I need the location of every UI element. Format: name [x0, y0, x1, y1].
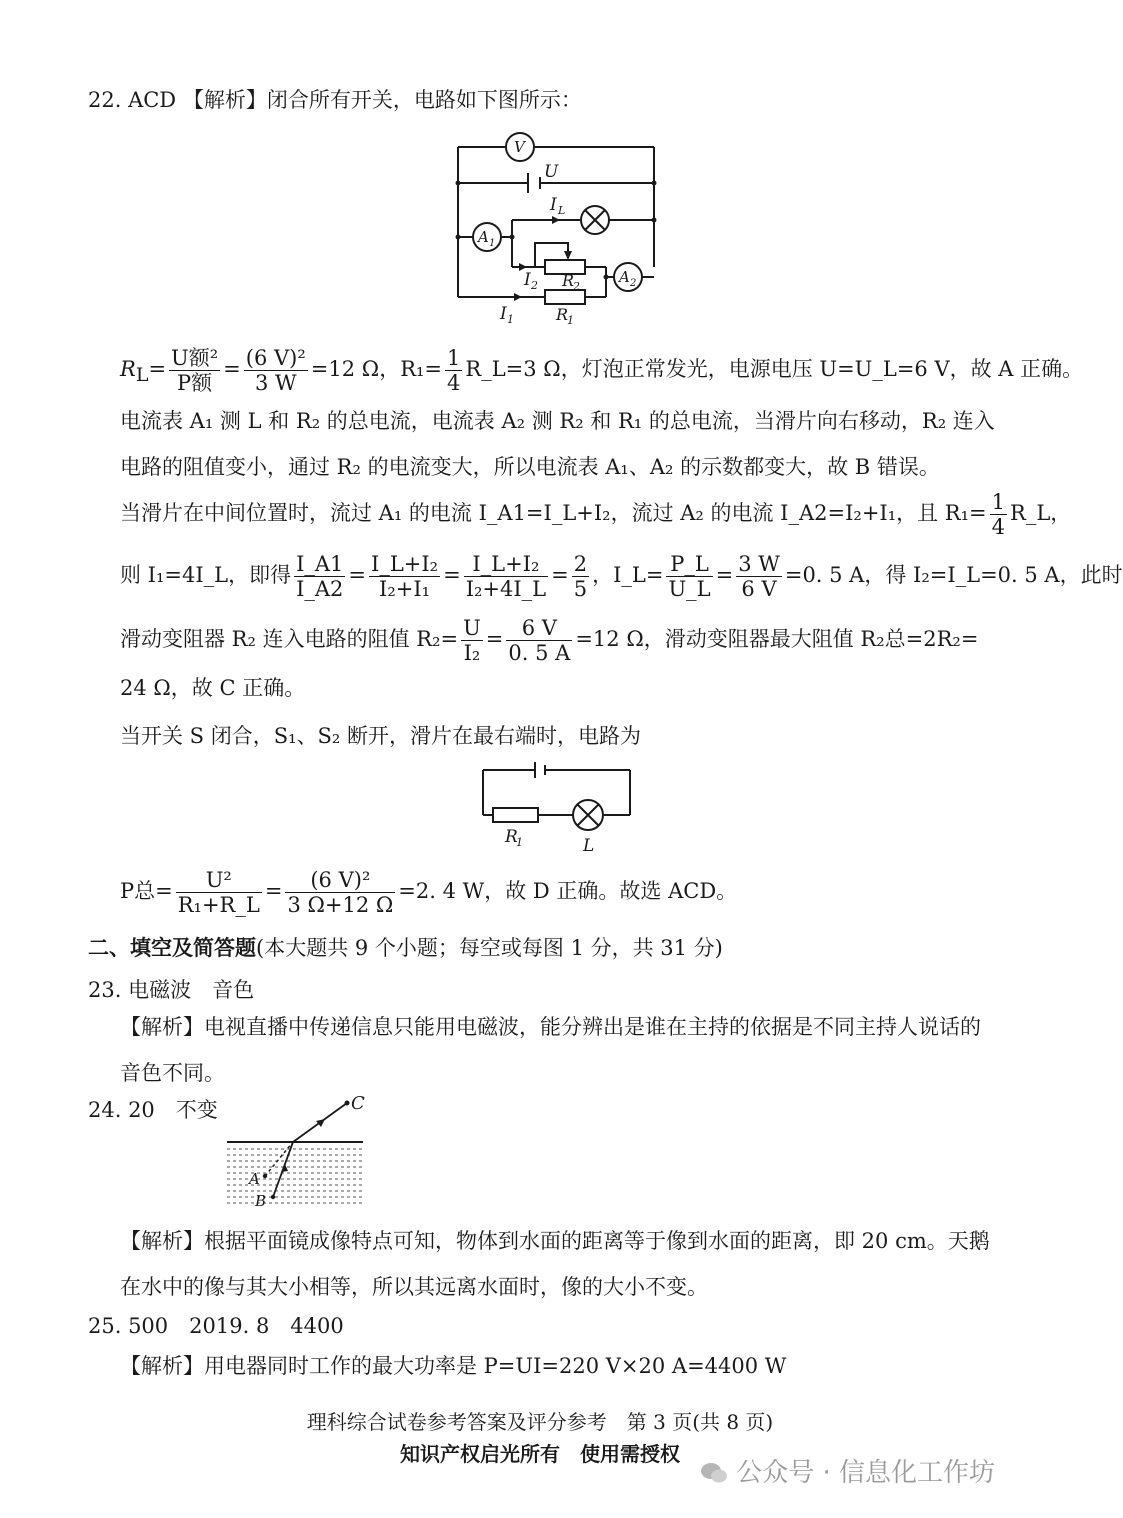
text: ，I_L=	[592, 563, 664, 587]
label-r1: R	[505, 827, 518, 847]
q22-paragraph-r2: 滑动变阻器 R₂ 连入电路的阻值 R₂= $\frac{U}{\text{I₂}}$ = $\frac{6 V}{0. 5 A}$ =12 Ω，滑动变阻器最大阻值 R₂总=2R₂=	[120, 616, 979, 665]
frac-num: 2	[573, 552, 588, 576]
frac-den: R₁+R_L	[177, 893, 260, 917]
q22-paragraph-ratio: 则 I₁=4I_L，即得 $\frac{I\_A1}{I\_A2}$ = $\frac{\text{I\_L+I₂}}{\text{I₂+I₁}}$ = $\frac{\text{I\_L+I₂}}{\text{I₂+4I\_L}}$ = $\frac{2}{5}$ ，I_L= $\frac{P\_L}{U\_L}$ = $\frac{3 W}{6 V}$ =0. 5 A，得 I₂=I_L=0. 5 A，此时	[120, 552, 1123, 601]
text-mid: =12 Ω，R₁=	[310, 357, 443, 381]
frac-num: I_L+I₂	[371, 552, 439, 576]
watermark	[700, 1452, 995, 1489]
frac-den: 4	[447, 371, 461, 395]
frac-num: 3 W	[738, 552, 780, 576]
label-lamp: L	[583, 836, 595, 856]
footer-copyright: 知识产权启光所有 使用需授权	[400, 1442, 680, 1466]
frac	[464, 552, 548, 601]
frac-num: (6 V)²	[245, 346, 306, 370]
ammeter-a2-label: A	[619, 268, 630, 286]
ammeter-a1-sub: 1	[489, 238, 496, 249]
frac-num: U额²	[171, 346, 219, 370]
text: 则 I₁=4I_L，即得	[120, 563, 292, 587]
text: P总=	[120, 879, 173, 903]
ammeter-a2-sub: 2	[630, 278, 637, 289]
text: =0. 5 A，得 I₂=I_L=0. 5 A，此时	[784, 563, 1123, 587]
q22-paragraph-c: 24 Ω，故 C 正确。	[120, 676, 306, 700]
wechat-icon	[700, 1462, 728, 1484]
frac-den: U_L	[668, 577, 711, 601]
frac-den: 3 W	[254, 371, 297, 395]
text: 当滑片在中间位置时，流过 A₁ 的电流 I_A1=I_L+I₂，流过 A₂ 的电流 I_A2=I₂+I₁，且 R₁=	[120, 501, 987, 525]
rl-symbol: R	[120, 357, 136, 381]
frac-den: I_A2	[296, 577, 344, 601]
text-tail: R_L=3 Ω，灯泡正常发光，电源电压 U=U_L=6 V，故 A 正确。	[465, 357, 1084, 381]
footer-page-info: 理科综合试卷参考答案及评分参考 第 3 页(共 8 页)	[306, 1410, 774, 1434]
rl-sub: L	[135, 364, 149, 387]
label-il: I	[550, 195, 557, 215]
frac-den: 5	[573, 577, 588, 601]
q24-header: 24. 20 不变	[88, 1098, 218, 1122]
frac-den: 0. 5 A	[508, 641, 571, 665]
point-c-label: C	[351, 1093, 365, 1114]
label-i1: I	[500, 304, 507, 324]
watermark-text: 公众号 · 信息化工作坊	[736, 1458, 996, 1488]
label-r1-sub: 1	[567, 314, 574, 327]
eq-sign: =	[148, 357, 167, 381]
section-title: 二、填空及简答题	[88, 935, 256, 960]
frac	[736, 552, 782, 601]
frac	[461, 616, 483, 665]
frac-num: 1	[447, 346, 461, 370]
frac-quarter	[445, 346, 462, 395]
frac-den: 4	[991, 515, 1006, 539]
text: =2. 4 W，故 D 正确。故选 ACD。	[398, 879, 738, 903]
reflection-diagram	[225, 1090, 370, 1210]
label-il-sub: L	[558, 204, 566, 217]
frac-num: I_A1	[296, 552, 344, 576]
frac	[369, 552, 440, 601]
label-r2: R	[562, 271, 575, 290]
circuit-diagram-full	[440, 125, 670, 335]
q24-analysis: 【解析】根据平面镜成像特点可知，物体到水面的距离等于像到水面的距离，即 20 cm。天鹅在水中的像与其大小相等，所以其远离水面时，像的大小不变。	[120, 1229, 990, 1299]
label-u: U	[544, 162, 559, 182]
frac-quarter	[990, 490, 1007, 539]
frac	[506, 616, 572, 665]
label-r1: R	[556, 305, 569, 324]
frac-num: P_L	[666, 552, 712, 577]
q23-header: 23. 电磁波 音色	[88, 978, 255, 1002]
label-r2-sub: 2	[573, 280, 580, 293]
text: 滑动变阻器 R₂ 连入电路的阻值 R₂=	[120, 627, 459, 651]
frac	[176, 868, 262, 917]
voltmeter-label: V	[514, 138, 525, 156]
frac-den: I₂	[463, 641, 481, 665]
section-heading	[88, 932, 723, 962]
circuit-diagram-simple	[475, 760, 640, 855]
frac	[572, 552, 589, 601]
point-a-label: A	[249, 1170, 260, 1188]
q25-header: 25. 500 2019. 8 4400	[88, 1314, 344, 1338]
frac-num: I_L+I₂	[464, 552, 548, 577]
q22-paragraph-ammeters: 电流表 A₁ 测 L 和 R₂ 的总电流，电流表 A₂ 测 R₂ 和 R₁ 的总电流，当滑片向右移动，R₂ 连入电路的阻值变小，通过 R₂ 的电流变大，所以电流表 A₁、A₂ 的示数都变大，故 B 错误。	[120, 409, 995, 479]
frac-num: 6 V	[506, 616, 572, 641]
q23-analysis: 【解析】电视直播中传递信息只能用电磁波，能分辨出是谁在主持的依据是不同主持人说话的音色不同。	[120, 1015, 981, 1085]
frac-num: U²	[176, 868, 262, 893]
frac-num: 1	[991, 490, 1006, 514]
label-i2-sub: 2	[531, 279, 538, 292]
frac-u-p	[169, 346, 220, 395]
q22-formula-power: P总= $\frac{\text{U²}}{\text{R₁+R\_L}}$ = $\frac{\text{(6 V)²}}{3 \Omega+12 \Omega}$ =2. 4 W，故 D 正确。故选 ACD。	[120, 868, 738, 917]
frac-den: 6 V	[741, 577, 777, 601]
frac-6v-3w	[244, 346, 308, 395]
frac-den: P额	[177, 371, 213, 395]
frac	[285, 868, 395, 917]
point-b-label: B	[255, 1192, 267, 1210]
frac-den: I₂+4I_L	[465, 577, 547, 601]
label-i1-sub: 1	[507, 313, 514, 326]
ammeter-a1-label: A	[478, 228, 489, 246]
q25-analysis: 【解析】用电器同时工作的最大功率是 P=UI=220 V×20 A=4400 W	[120, 1354, 787, 1378]
frac-num: (6 V)²	[285, 868, 395, 893]
q22-header: 22. ACD 【解析】闭合所有开关，电路如下图所示：	[88, 88, 582, 112]
text: =12 Ω，滑动变阻器最大阻值 R₂总=2R₂=	[575, 627, 979, 651]
frac-den: I₂+I₁	[379, 577, 431, 601]
frac-num: U	[463, 616, 481, 640]
frac	[294, 552, 345, 601]
q22-paragraph-middle	[120, 490, 1071, 539]
section-note: (本大题共 9 个小题；每空或每图 1 分，共 31 分)	[256, 936, 723, 960]
frac-den: 3 Ω+12 Ω	[287, 893, 394, 917]
q22-paragraph-switch: 当开关 S 闭合，S₁、S₂ 断开，滑片在最右端时，电路为	[120, 724, 642, 748]
label-i2: I	[524, 270, 531, 290]
label-r1-sub: 1	[516, 836, 523, 849]
frac	[666, 552, 712, 601]
text: R_L，	[1010, 501, 1072, 525]
q22-formula-rl: $R_L=$ $\frac{\text{U额²}}{\text{P额}}$ = $\frac{\text{(6 V)²}}{3 W}$ =12 Ω，R₁= $\frac{1}{4}$ R_L=3 Ω，灯泡正常发光，电源电压 U=U_L=6 V，故 A 正确。	[120, 346, 1084, 395]
